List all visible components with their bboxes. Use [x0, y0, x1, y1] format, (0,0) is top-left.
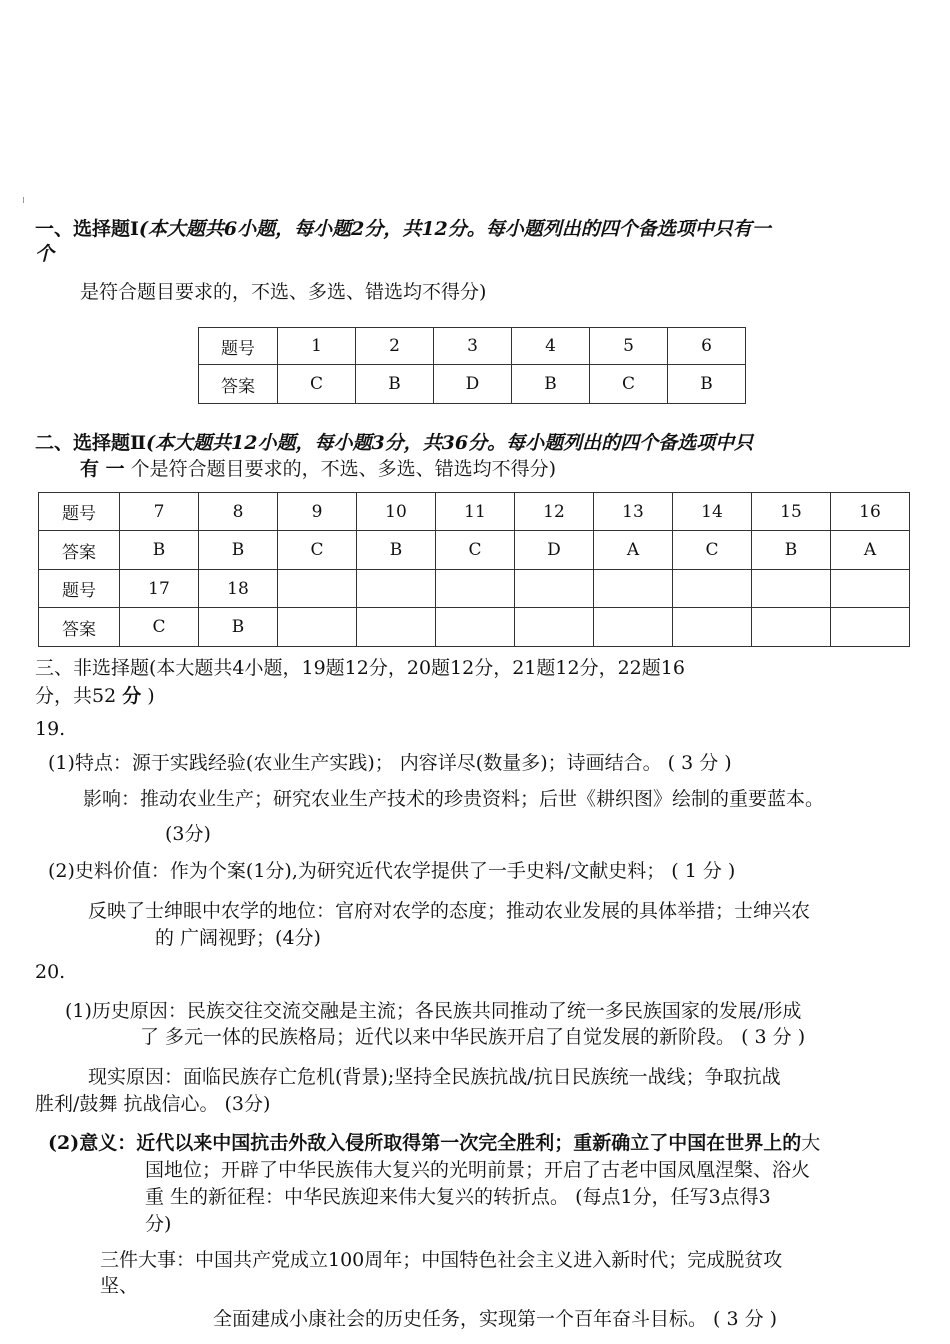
section2-heading: 二、选择题Ⅱ(本大题共12小题，每小题3分，共36分。每小题列出的四个备选项中只: [35, 432, 754, 454]
table-cell: C: [436, 531, 515, 570]
table-cell: A: [594, 531, 673, 570]
table-cell: 9: [278, 493, 357, 531]
table-cell-empty: [515, 608, 594, 647]
table-cell: 1: [278, 328, 356, 365]
table-cell: 4: [512, 328, 590, 365]
table-cell: B: [199, 531, 278, 570]
table-cell: C: [120, 608, 199, 647]
table-cell: 7: [120, 493, 199, 531]
table-cell: 10: [357, 493, 436, 531]
q20-reason: 现实原因：面临民族存亡危机(背景);坚持全民族抗战/抗日民族统一战线；争取抗战: [88, 1066, 781, 1088]
q19-part1: (1)特点：源于实践经验(农业生产实践)； 内容详尽(数量多)；诗画结合。 ( 3 分 ): [48, 752, 732, 774]
table-row: [39, 493, 910, 531]
table-cell: 16: [831, 493, 910, 531]
table-cell: 6: [668, 328, 746, 365]
table-cell: 2: [356, 328, 434, 365]
table-cell-empty: [515, 570, 594, 608]
table-cell: 13: [594, 493, 673, 531]
table-cell-empty: [357, 570, 436, 608]
table-cell: D: [434, 365, 512, 404]
q20-part1-cont: 了 多元一体的民族格局；近代以来中华民族开启了自觉发展的新阶段。 ( 3 分 ): [140, 1026, 806, 1048]
table-cell: 11: [436, 493, 515, 531]
table-cell: B: [199, 608, 278, 647]
table-cell: B: [752, 531, 831, 570]
table-cell: B: [668, 365, 746, 404]
q20-reason-cont: 胜利/鼓舞 抗战信心。 (3分): [35, 1093, 271, 1115]
table-cell: 3: [434, 328, 512, 365]
q20-part2: (2)意义：近代以来中国抗击外敌入侵所取得第一次完全胜利；重新确立了中国在世界上的大: [48, 1132, 821, 1154]
section1-subheading: 是符合题目要求的，不选、多选、错选均不得分): [80, 281, 487, 303]
q19-part2-detail: 反映了士绅眼中农学的地位：官府对农学的态度；推动农业发展的具体举措；士绅兴农: [88, 900, 811, 922]
q20-three-events-final: 全面建成小康社会的历史任务，实现第一个百年奋斗目标。 ( 3 分 ): [213, 1308, 778, 1330]
table-cell-empty: [436, 570, 515, 608]
table-cell-empty: [673, 608, 752, 647]
q19-number: 19.: [35, 718, 66, 740]
section2-heading-line2: 有 一 个是符合题目要求的，不选、多选、错选均不得分): [80, 458, 557, 480]
margin-mark: [23, 197, 24, 203]
table-row: [39, 570, 910, 608]
table-cell: 14: [673, 493, 752, 531]
table-cell-label: 题号: [39, 493, 120, 531]
section3-heading-line2: 分，共52 分 ): [35, 685, 155, 707]
q19-part2: (2)史料价值：作为个案(1分),为研究近代农学提供了一手史料/文献史料； ( 1 分 ): [48, 860, 736, 882]
table-cell: B: [356, 365, 434, 404]
table-cell: B: [120, 531, 199, 570]
section1-answer-table: [198, 327, 746, 404]
table-cell: C: [590, 365, 668, 404]
table-row: [39, 608, 910, 647]
q20-part2-cont2: 重 生的新征程：中华民族迎来伟大复兴的转折点。 (每点1分，任写3点得3: [145, 1186, 771, 1208]
table-row: [199, 365, 746, 404]
table-cell: 17: [120, 570, 199, 608]
table-cell-empty: [436, 608, 515, 647]
table-cell: D: [515, 531, 594, 570]
table-cell-empty: [831, 570, 910, 608]
table-row: [199, 328, 746, 365]
table-cell-empty: [278, 570, 357, 608]
table-cell: 12: [515, 493, 594, 531]
section3-heading: 三、非选择题(本大题共4小题，19题12分，20题12分，21题12分，22题16: [35, 657, 685, 679]
table-cell: C: [673, 531, 752, 570]
table-cell: A: [831, 531, 910, 570]
table-cell-empty: [752, 570, 831, 608]
table-cell: 5: [590, 328, 668, 365]
table-cell-label: 题号: [39, 570, 120, 608]
q20-part2-cont3: 分): [145, 1213, 172, 1235]
table-cell-label: 题号: [199, 328, 278, 365]
table-cell: C: [278, 531, 357, 570]
section1-heading: 一、选择题Ⅰ(本大题共6小题，每小题2分，共12分。每小题列出的四个备选项中只有一: [35, 218, 771, 240]
table-cell-empty: [278, 608, 357, 647]
table-row: [39, 531, 910, 570]
table-cell-empty: [831, 608, 910, 647]
table-cell-label: 答案: [39, 608, 120, 647]
q20-number: 20.: [35, 961, 66, 983]
q19-part2-detail-cont: 的 广阔视野；(4分): [155, 927, 321, 949]
table-cell-label: 答案: [39, 531, 120, 570]
table-cell-label: 答案: [199, 365, 278, 404]
table-cell-empty: [594, 570, 673, 608]
table-cell: C: [278, 365, 356, 404]
q19-impact: 影响：推动农业生产；研究农业生产技术的珍贵资料；后世《耕织图》绘制的重要蓝本。: [83, 788, 825, 810]
q20-part1: (1)历史原因：民族交往交流交融是主流；各民族共同推动了统一多民族国家的发展/形成: [65, 1000, 802, 1022]
table-cell: B: [357, 531, 436, 570]
table-cell: 18: [199, 570, 278, 608]
table-cell-empty: [357, 608, 436, 647]
table-cell: B: [512, 365, 590, 404]
table-cell: 8: [199, 493, 278, 531]
q20-part2-cont1: 国地位；开辟了中华民族伟大复兴的光明前景；开启了古老中国凤凰涅槃、浴火: [145, 1159, 811, 1181]
table-cell-empty: [594, 608, 673, 647]
table-cell: 15: [752, 493, 831, 531]
table-cell-empty: [673, 570, 752, 608]
q20-three-events-cont: 坚、: [100, 1275, 139, 1297]
q19-impact-score: (3分): [165, 823, 211, 845]
q20-three-events: 三件大事：中国共产党成立100周年；中国特色社会主义进入新时代；完成脱贫攻: [100, 1249, 783, 1271]
table-cell-empty: [752, 608, 831, 647]
section1-heading-wrap: 个: [35, 243, 55, 265]
section2-answer-table: [38, 492, 910, 647]
